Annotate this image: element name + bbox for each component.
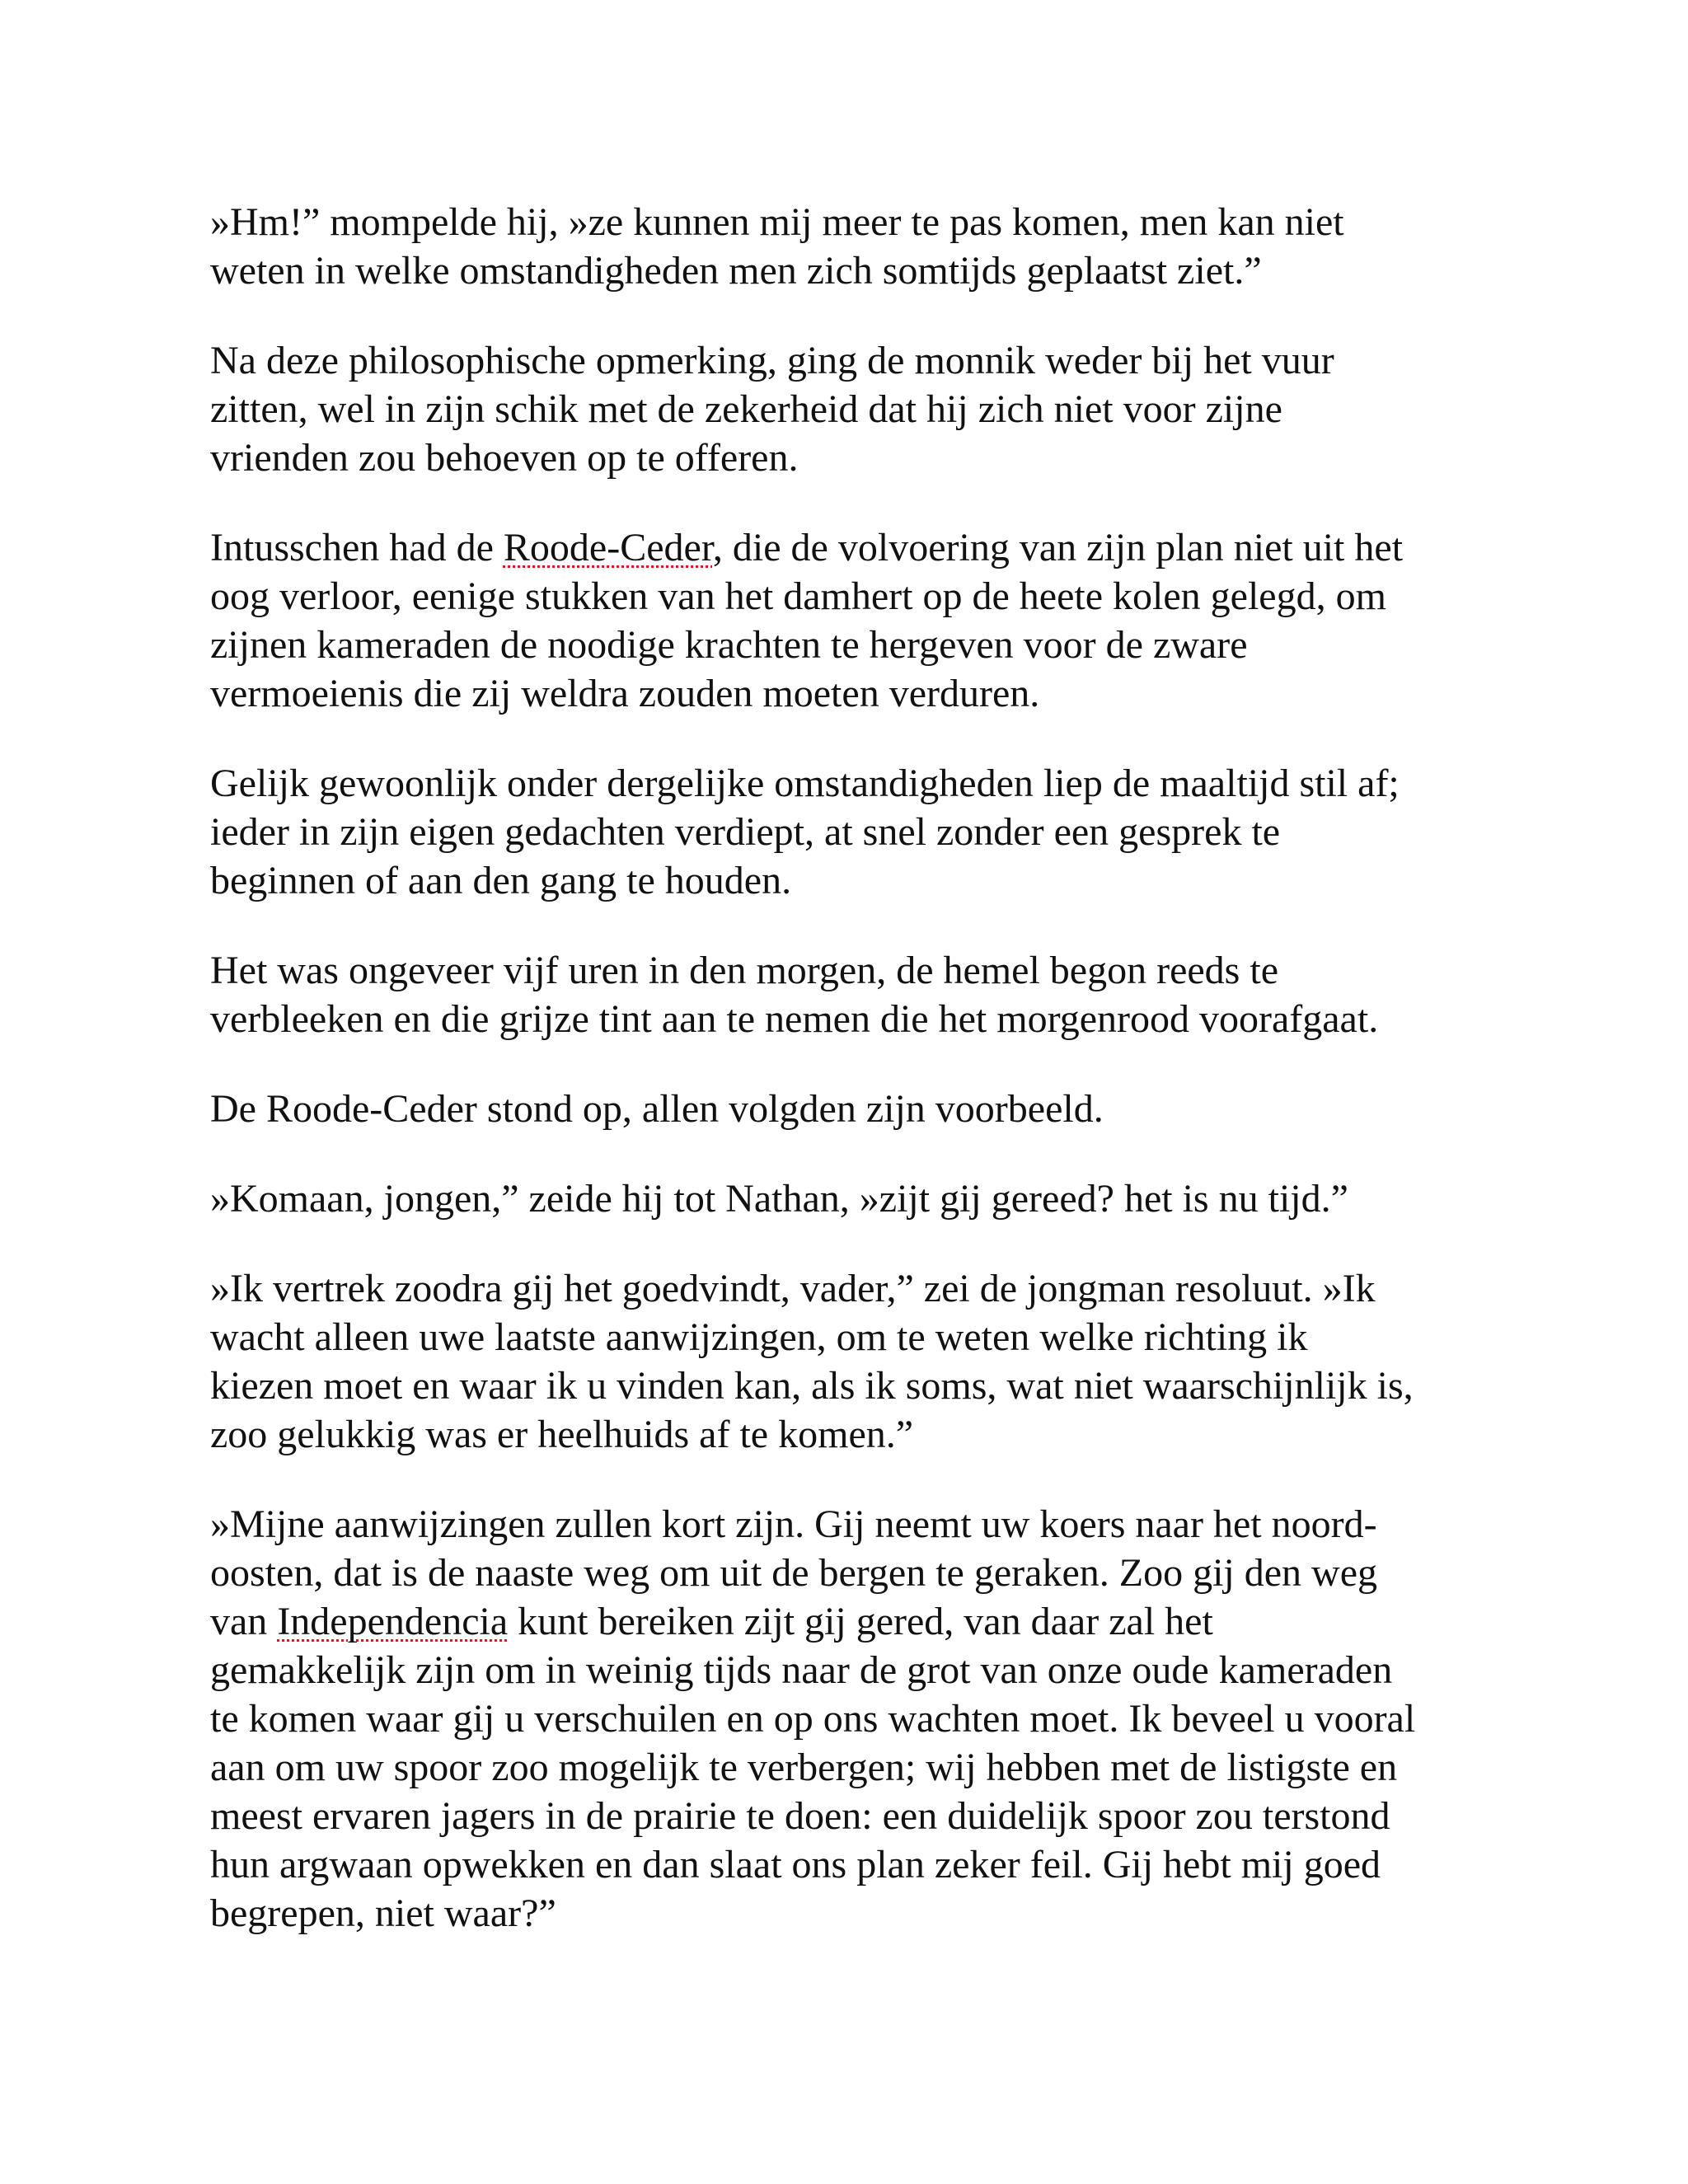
text-segment: »Ik vertrek zoodra gij het goedvindt, vader,” zei de jongman resoluut. »Ik [210,1267,1376,1310]
text-line [210,198,1496,246]
text-line [210,621,1496,669]
paragraph [210,523,1496,718]
text-line [210,572,1496,621]
text-segment: weten in welke omstandigheden men zich somtijds geplaatst ziet.” [210,249,1262,293]
text-line [210,434,1496,482]
paragraph [210,198,1496,295]
text-line [210,1792,1496,1840]
text-segment: vermoeienis die zij weldra zouden moeten verduren. [210,672,1040,715]
text-segment: verbleeken en die grijze tint aan te nemen die het morgenrood voorafgaat. [210,997,1379,1041]
text-line [210,808,1496,856]
text-segment: kiezen moet en waar ik u vinden kan, als ik soms, wat niet waarschijnlijk is, [210,1364,1414,1408]
text-line [210,1410,1496,1459]
text-segment: zoo gelukkig was er heelhuids af te komen.” [210,1413,914,1456]
text-segment: beginnen of aan den gang te houden. [210,859,792,902]
spellcheck-flagged-word: Roode-Ceder [503,526,713,569]
text-line [210,1743,1496,1792]
paragraph [210,1500,1496,1938]
text-line [210,1361,1496,1410]
text-line [210,336,1496,385]
text-segment: Gelijk gewoonlijk onder dergelijke omstandigheden liep de maaltijd stil af; [210,762,1400,805]
text-segment: hun argwaan opwekken en dan slaat ons plan zeker feil. Gij hebt mij goed [210,1843,1381,1886]
paragraph [210,336,1496,482]
paragraph [210,946,1496,1043]
text-segment: vrienden zou behoeven op te offeren. [210,436,799,480]
document-page [210,198,1496,1979]
text-segment: Na deze philosophische opmerking, ging de monnik weder bij het vuur [210,339,1334,382]
text-segment: kunt bereiken zijt gij gered, van daar zal het [508,1600,1213,1643]
text-segment: De Roode-Ceder stond op, allen volgden zijn voorbeeld. [210,1087,1104,1131]
text-line [210,1840,1496,1889]
paragraph [210,1264,1496,1459]
text-line [210,1313,1496,1361]
text-segment: »Hm!” mompelde hij, »ze kunnen mij meer te pas komen, men kan niet [210,200,1344,244]
text-line [210,946,1496,995]
text-segment: zitten, wel in zijn schik met de zekerheid dat hij zich niet voor zijne [210,387,1282,431]
text-line [210,1500,1496,1549]
text-segment: oosten, dat is de naaste weg om uit de bergen te geraken. Zoo gij den weg [210,1551,1378,1595]
spellcheck-flagged-word: Independencia [277,1600,509,1643]
text-line [210,1889,1496,1938]
text-segment: oog verloor, eenige stukken van het damhert op de heete kolen gelegd, om [210,574,1386,618]
text-line [210,523,1496,572]
text-segment: zijnen kameraden de noodige krachten te hergeven voor de zware [210,623,1248,667]
text-segment: van [210,1600,278,1643]
text-line [210,759,1496,808]
text-segment: wacht alleen uwe laatste aanwijzingen, om te weten welke richting ik [210,1315,1308,1359]
text-segment: aan om uw spoor zoo mogelijk te verbergen; wij hebben met de listigste en [210,1746,1398,1789]
text-segment: meest ervaren jagers in de prairie te doen: een duidelijk spoor zou terstond [210,1794,1390,1838]
text-line [210,1264,1496,1313]
text-segment: begrepen, niet waar?” [210,1891,556,1935]
text-line [210,856,1496,905]
text-line [210,669,1496,718]
text-segment: ieder in zijn eigen gedachten verdiept, at snel zonder een gesprek te [210,810,1281,854]
text-segment: Intusschen had de [210,526,504,569]
text-line [210,1646,1496,1694]
text-line [210,1694,1496,1743]
text-line [210,995,1496,1043]
text-segment: , die de volvoering van zijn plan niet uit het [712,526,1404,569]
text-line [210,246,1496,295]
text-line [210,1549,1496,1597]
text-segment: gemakkelijk zijn om in weinig tijds naar de grot van onze oude kameraden [210,1648,1393,1692]
text-segment: te komen waar gij u verschuilen en op ons wachten moet. Ik beveel u vooral [210,1697,1416,1741]
text-segment: »Mijne aanwijzingen zullen kort zijn. Gij neemt uw koers naar het noord- [210,1502,1377,1546]
text-line [210,1085,1496,1133]
text-line [210,385,1496,434]
text-segment: »Komaan, jongen,” zeide hij tot Nathan, »zijt gij gereed? het is nu tijd.” [210,1177,1348,1221]
paragraph [210,759,1496,905]
paragraph [210,1085,1496,1133]
text-line [210,1174,1496,1223]
text-line [210,1597,1496,1646]
paragraph [210,1174,1496,1223]
text-segment: Het was ongeveer vijf uren in den morgen, de hemel begon reeds te [210,949,1278,992]
